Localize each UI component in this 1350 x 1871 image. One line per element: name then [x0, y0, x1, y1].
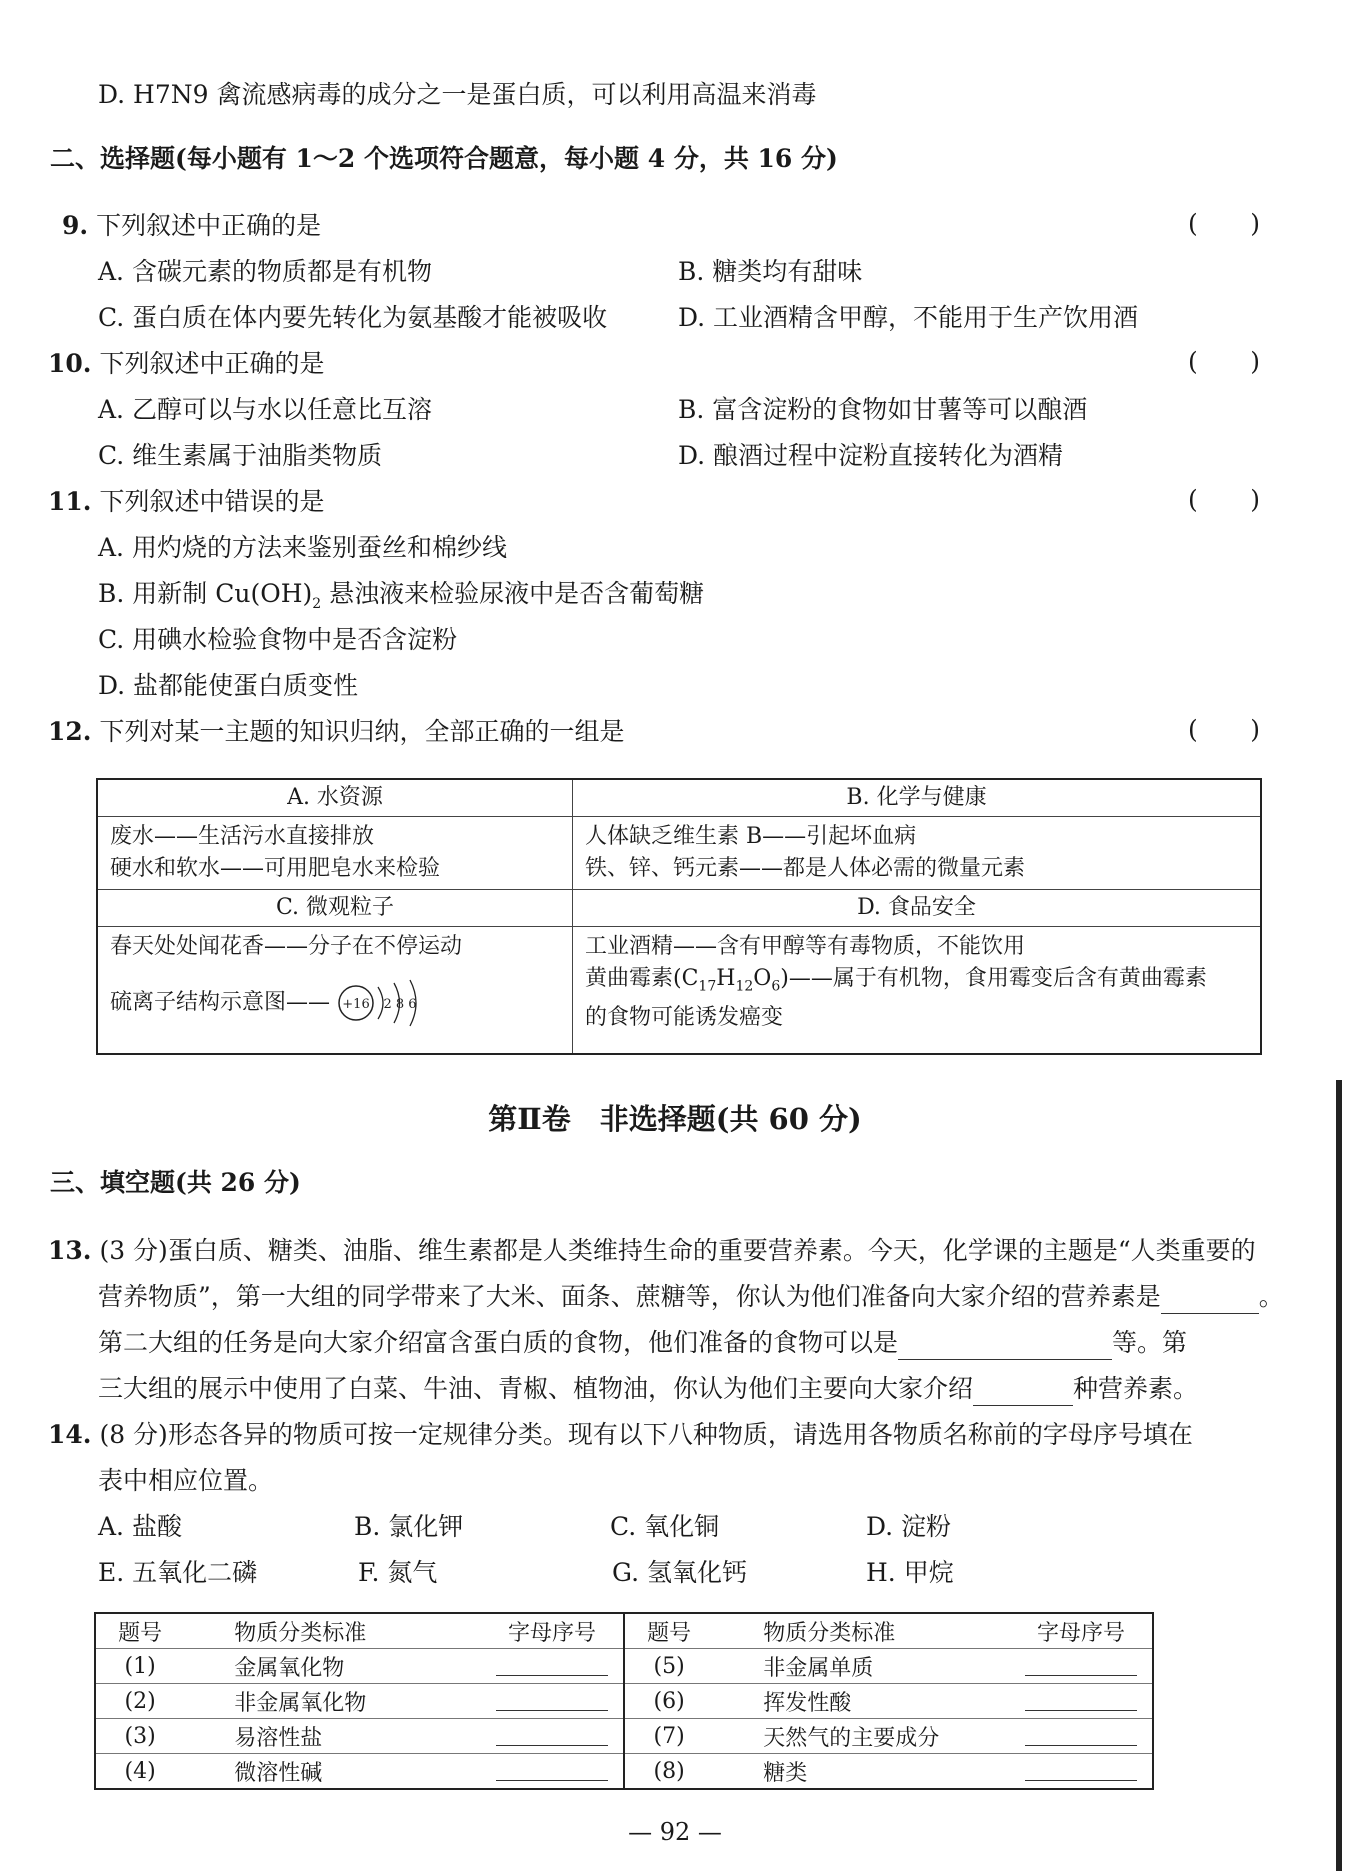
q11-text: 下列叙述中错误的是 — [99, 487, 325, 516]
row-criteria: 糖类 — [763, 1760, 808, 1786]
paren-open: ( — [1188, 347, 1198, 376]
table-row — [95, 1649, 1153, 1684]
q9-option-d: D. 工业酒精含甲醇，不能用于生产饮用酒 — [678, 303, 1139, 332]
q13-blank-3[interactable] — [973, 1379, 1073, 1406]
q12-cell-d — [573, 927, 1262, 1055]
answer-blank-6[interactable] — [1010, 1684, 1153, 1719]
q12-d-line1: 工业酒精——含有甲醇等有毒物质，不能饮用 — [585, 934, 1026, 959]
row-criteria: 微溶性碱 — [234, 1760, 323, 1786]
q8-option-d: D. H7N9 禽流感病毒的成分之一是蛋白质，可以利用高温来消毒 — [98, 80, 817, 109]
q10-answer-paren[interactable] — [1188, 347, 1260, 376]
part2-title: 第Ⅱ卷 非选择题(共 60 分) — [488, 1102, 862, 1136]
q13-line2 — [98, 1280, 1284, 1314]
scan-edge-strip — [1336, 1080, 1342, 1871]
q9-answer-paren[interactable] — [1188, 209, 1260, 238]
row-number: (3) — [95, 1719, 184, 1754]
header-number: 题号 — [95, 1613, 184, 1649]
row-criteria: 非金属单质 — [713, 1649, 1010, 1684]
q11-number: 11. — [48, 487, 92, 516]
q12-answer-paren[interactable] — [1188, 715, 1260, 744]
paren-close: ) — [1250, 209, 1260, 238]
row-criteria: 易溶性盐 — [184, 1719, 481, 1754]
table-row — [95, 1719, 1153, 1754]
q9-option-b: B. 糖类均有甜味 — [678, 257, 863, 286]
q11-stem — [48, 485, 324, 519]
q12-d-post: )——属于有机物，食用霉变后含有黄曲霉素 — [780, 966, 1207, 991]
paren-close: ) — [1250, 485, 1260, 514]
paren-close: ) — [1250, 347, 1260, 376]
q12-d-line2 — [585, 963, 1248, 1002]
q14-item-c: C. 氧化铜 — [610, 1512, 720, 1541]
q12-c-line2 — [110, 977, 560, 1029]
answer-blank-3[interactable] — [481, 1719, 624, 1754]
row-number: (6) — [624, 1684, 713, 1719]
ion-nucleus-label: +16 — [342, 997, 370, 1012]
q12-d-mid2: O — [753, 966, 772, 991]
q14-item-d: D. 淀粉 — [866, 1512, 952, 1541]
q13-line4 — [98, 1372, 1198, 1406]
q11-option-c: C. 用碘水检验食物中是否含淀粉 — [98, 625, 458, 654]
q10-option-b: B. 富含淀粉的食物如甘薯等可以酿酒 — [678, 395, 1088, 424]
page-number: — 92 — — [628, 1818, 722, 1846]
q13-line2-end: 。 — [1258, 1282, 1284, 1311]
row-number: (5) — [624, 1649, 713, 1684]
q10-option-c: C. 维生素属于油脂类物质 — [98, 441, 383, 470]
q12-stem — [48, 715, 624, 749]
q10-text: 下列叙述中正确的是 — [99, 349, 325, 378]
q12-cell-b — [573, 817, 1262, 890]
q12-c-line2-text: 硫离子结构示意图—— — [110, 990, 331, 1015]
header-criteria: 物质分类标准 — [184, 1613, 481, 1649]
q12-d-sub1: 17 — [698, 978, 717, 995]
q9-number: 9. — [62, 211, 89, 240]
q12-cell-c — [97, 927, 573, 1055]
q12-head-b: B. 化学与健康 — [573, 779, 1262, 817]
q14-item-b: B. 氯化钾 — [354, 1512, 464, 1541]
q9-stem — [62, 209, 321, 243]
q13-number: 13. — [48, 1236, 92, 1265]
q10-number: 10. — [48, 349, 92, 378]
q9-option-a: A. 含碳元素的物质都是有机物 — [98, 257, 432, 286]
q12-d-sub3: 6 — [771, 978, 781, 995]
row-number: (4) — [124, 1758, 156, 1784]
q11-option-b — [98, 577, 704, 621]
q12-c-line1: 春天处处闻花香——分子在不停运动 — [110, 934, 463, 959]
q13-line3-end: 等。第 — [1112, 1328, 1188, 1357]
row-criteria: 挥发性酸 — [713, 1684, 1010, 1719]
header-criteria: 物质分类标准 — [713, 1613, 1010, 1649]
q14-text-line1: (8 分)形态各异的物质可按一定规律分类。现有以下八种物质，请选用各物质名称前的字母序号填在 — [99, 1420, 1193, 1449]
q12-knowledge-table — [96, 778, 1262, 1055]
q11-answer-paren[interactable] — [1188, 485, 1260, 514]
paren-close: ) — [1250, 715, 1260, 744]
row-criteria: 天然气的主要成分 — [713, 1719, 1010, 1754]
row-number: (1) — [95, 1649, 184, 1684]
q12-text: 下列对某一主题的知识归纳，全部正确的一组是 — [99, 717, 625, 746]
paren-open: ( — [1188, 209, 1198, 238]
q10-option-a: A. 乙醇可以与水以任意比互溶 — [98, 395, 432, 424]
table-row — [95, 1754, 1153, 1790]
q13-line3 — [98, 1326, 1187, 1360]
q14-item-g: G. 氢氧化钙 — [612, 1558, 747, 1587]
q12-head-d: D. 食品安全 — [573, 890, 1262, 927]
q13-line1 — [48, 1234, 1256, 1268]
answer-blank-8[interactable] — [1010, 1754, 1153, 1790]
section3-title: 三、填空题(共 26 分) — [50, 1168, 301, 1197]
answer-blank-1[interactable] — [481, 1649, 624, 1684]
q12-head-c: C. 微观粒子 — [97, 890, 573, 927]
ion-shell-labels: 2 8 6 — [383, 997, 417, 1012]
row-number: (8) — [653, 1758, 685, 1784]
header-letter: 字母序号 — [481, 1613, 624, 1649]
q12-d-line3: 的食物可能诱发癌变 — [585, 1005, 784, 1031]
paren-open: ( — [1188, 715, 1198, 744]
q14-line2: 表中相应位置。 — [98, 1466, 274, 1495]
row-criteria: 非金属氧化物 — [184, 1684, 481, 1719]
q12-number: 12. — [48, 717, 92, 746]
q9-text: 下列叙述中正确的是 — [96, 211, 322, 240]
q12-cell-a — [97, 817, 573, 890]
q14-line1 — [48, 1418, 1193, 1452]
answer-blank-7[interactable] — [1010, 1719, 1153, 1754]
q13-line2-text: 营养物质”，第一大组的同学带来了大米、面条、蔗糖等，你认为他们准备向大家介绍的营养素是 — [98, 1282, 1161, 1311]
q14-item-h: H. 甲烷 — [866, 1558, 954, 1587]
table-row — [95, 1684, 1153, 1719]
q10-option-d: D. 酿酒过程中淀粉直接转化为酒精 — [678, 441, 1064, 470]
q12-d-pre: 黄曲霉素(C — [585, 966, 699, 991]
q12-a-line2: 硬水和软水——可用肥皂水来检验 — [110, 856, 441, 881]
q14-number: 14. — [48, 1420, 92, 1449]
sulfur-ion-structure-icon — [334, 977, 438, 1029]
q10-stem — [48, 347, 324, 381]
q12-d-mid1: H — [716, 966, 736, 991]
q11-option-d: D. 盐都能使蛋白质变性 — [98, 671, 359, 700]
q14-table-header — [95, 1613, 1153, 1649]
q13-line4-text: 三大组的展示中使用了白菜、牛油、青椒、植物油，你认为他们主要向大家介绍 — [98, 1374, 974, 1403]
q9-option-c: C. 蛋白质在体内要先转化为氨基酸才能被吸收 — [98, 303, 608, 332]
q13-text-line1: (3 分)蛋白质、糖类、油脂、维生素都是人类维持生命的重要营养素。今天，化学课的主题是“人类重要的 — [99, 1236, 1256, 1265]
header-letter: 字母序号 — [1010, 1613, 1153, 1649]
row-number: (2) — [95, 1684, 184, 1719]
q12-b-line2: 铁、锌、钙元素——都是人体必需的微量元素 — [585, 856, 1026, 881]
row-number: (7) — [624, 1719, 713, 1754]
q14-item-e: E. 五氧化二磷 — [98, 1558, 258, 1587]
q12-d-sub2: 12 — [735, 978, 754, 995]
q12-a-line1: 废水——生活污水直接排放 — [110, 824, 375, 849]
q13-blank-1[interactable] — [1161, 1287, 1259, 1314]
q13-blank-2[interactable] — [898, 1333, 1112, 1360]
row-criteria: 金属氧化物 — [184, 1649, 481, 1684]
answer-blank-4[interactable] — [481, 1754, 624, 1790]
paren-open: ( — [1188, 485, 1198, 514]
q14-classification-table — [94, 1612, 1154, 1790]
q12-b-line1: 人体缺乏维生素 B——引起坏血病 — [585, 824, 917, 849]
q11-b-subscript: 2 — [312, 596, 322, 612]
q11-b-text-post: 悬浊液来检验尿液中是否含葡萄糖 — [321, 579, 705, 608]
q13-line4-end: 种营养素。 — [1073, 1374, 1199, 1403]
q12-head-a: A. 水资源 — [97, 779, 573, 817]
answer-blank-5[interactable] — [1010, 1649, 1153, 1684]
answer-blank-2[interactable] — [481, 1684, 624, 1719]
q11-option-a: A. 用灼烧的方法来鉴别蚕丝和棉纱线 — [98, 533, 507, 562]
q14-item-f: F. 氮气 — [358, 1558, 438, 1587]
q11-b-text-pre: B. 用新制 Cu(OH) — [98, 579, 313, 608]
q14-item-a: A. 盐酸 — [98, 1512, 182, 1541]
section2-title: 二、选择题(每小题有 1～2 个选项符合题意，每小题 4 分，共 16 分) — [50, 144, 838, 173]
header-number: 题号 — [624, 1613, 713, 1649]
q13-line3-text: 第二大组的任务是向大家介绍富含蛋白质的食物，他们准备的食物可以是 — [98, 1328, 899, 1357]
